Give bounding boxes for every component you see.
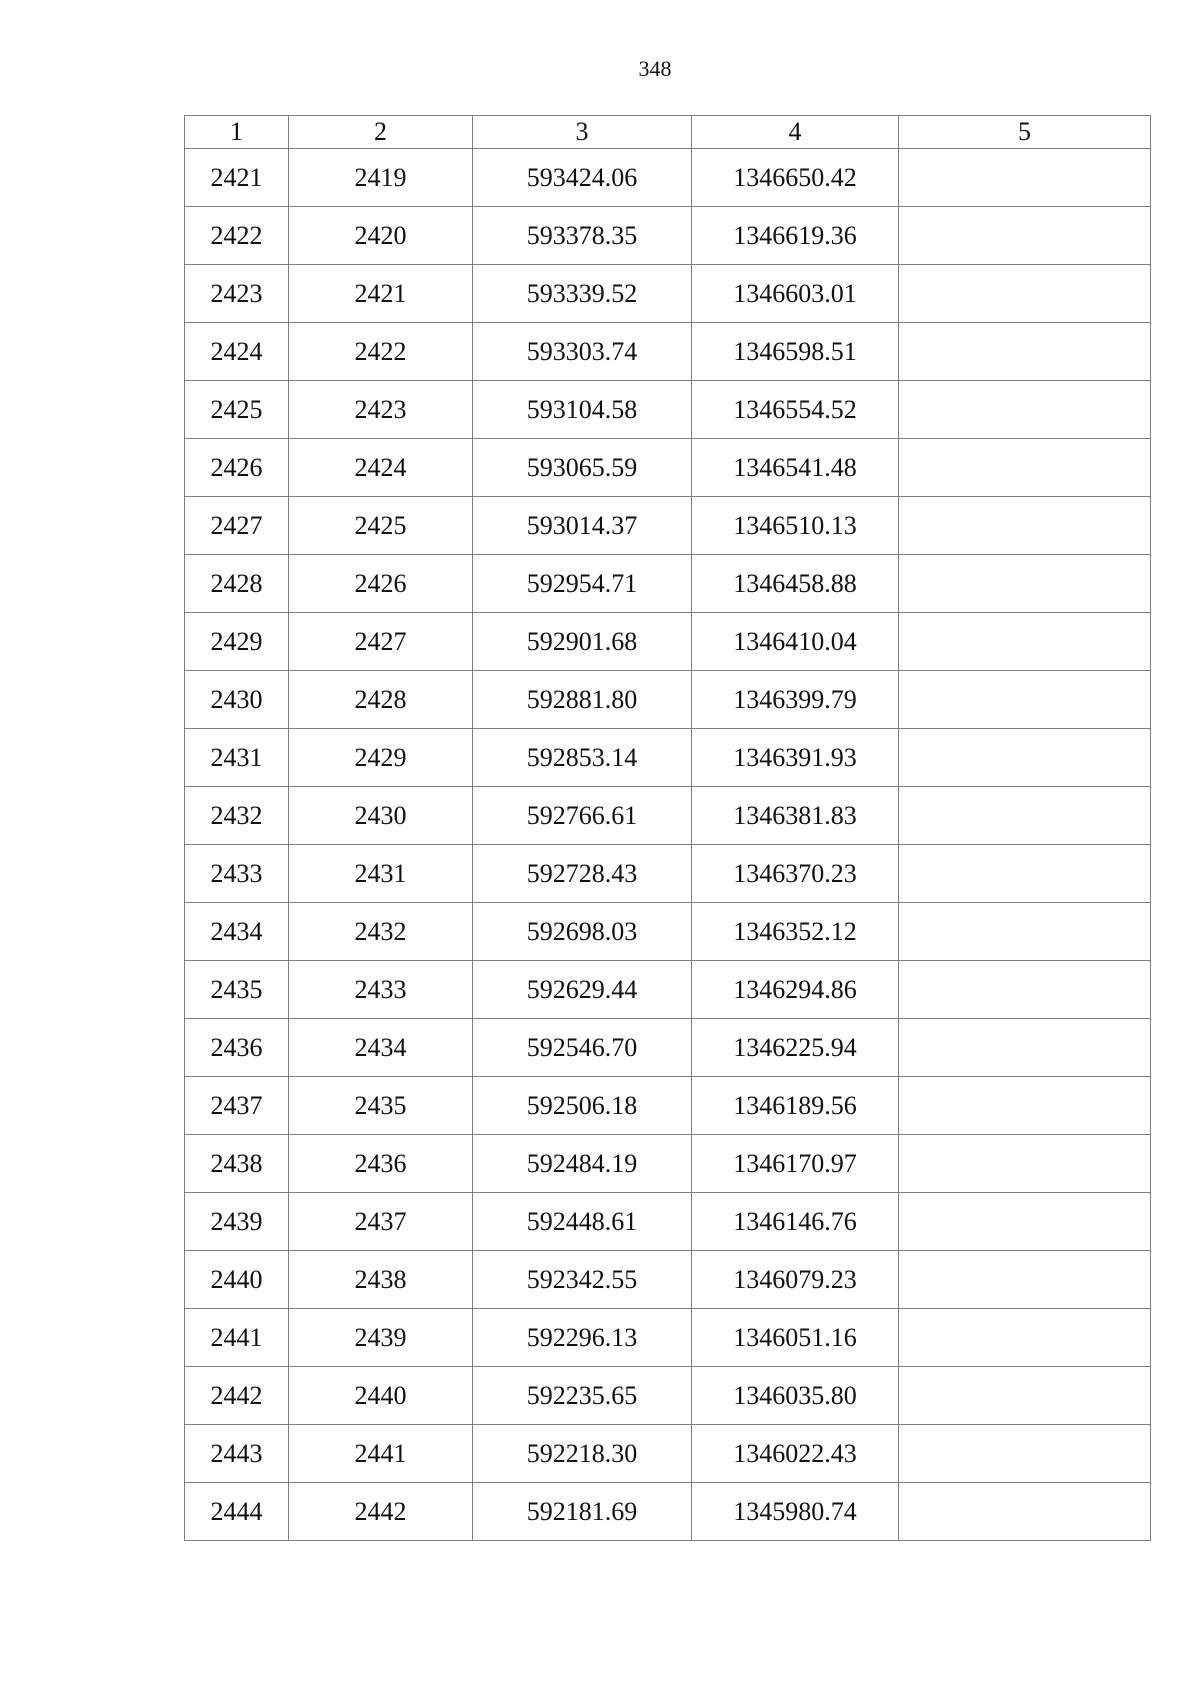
table-row [185,265,1151,323]
column-header: 5 [899,116,1151,149]
coordinates-table [184,115,1151,1541]
table-cell: 2436 [185,1019,289,1077]
table-cell: 1346189.56 [692,1077,899,1135]
table-row [185,1309,1151,1367]
table-cell: 592728.43 [473,845,692,903]
table-cell: 2443 [185,1425,289,1483]
table-cell: 592546.70 [473,1019,692,1077]
table-cell: 593378.35 [473,207,692,265]
table-row [185,1425,1151,1483]
table-cell [899,729,1151,787]
table-cell: 1346381.83 [692,787,899,845]
table-cell: 1346399.79 [692,671,899,729]
table-cell [899,613,1151,671]
table-cell [899,1019,1151,1077]
table-cell: 1346294.86 [692,961,899,1019]
table-cell: 2428 [289,671,473,729]
table-cell: 2431 [289,845,473,903]
table-cell: 2421 [185,149,289,207]
table-cell [899,845,1151,903]
table-cell: 2444 [185,1483,289,1541]
table-cell: 1345980.74 [692,1483,899,1541]
table-cell [899,1077,1151,1135]
table-row [185,149,1151,207]
table-cell: 2422 [289,323,473,381]
table-cell [899,1251,1151,1309]
table-cell [899,1425,1151,1483]
table-cell: 2438 [185,1135,289,1193]
table-row [185,671,1151,729]
table-body [185,149,1151,1541]
table-cell [899,787,1151,845]
table-cell: 1346554.52 [692,381,899,439]
table-cell: 592296.13 [473,1309,692,1367]
table-cell [899,265,1151,323]
table-row [185,1367,1151,1425]
table-cell: 2424 [289,439,473,497]
table-cell: 2439 [289,1309,473,1367]
table-cell: 1346146.76 [692,1193,899,1251]
table-cell: 2425 [185,381,289,439]
table-cell: 1346598.51 [692,323,899,381]
table-cell [899,497,1151,555]
table-cell: 2440 [185,1251,289,1309]
table-cell: 592766.61 [473,787,692,845]
table-cell: 593104.58 [473,381,692,439]
table-cell: 2427 [185,497,289,555]
table-row [185,1019,1151,1077]
table-cell [899,1309,1151,1367]
table-row [185,613,1151,671]
table-cell [899,439,1151,497]
table-cell: 1346410.04 [692,613,899,671]
table-row [185,787,1151,845]
table-cell: 592881.80 [473,671,692,729]
column-header: 3 [473,116,692,149]
table-cell: 2429 [289,729,473,787]
table-cell: 592181.69 [473,1483,692,1541]
table-row [185,381,1151,439]
table-cell: 2434 [185,903,289,961]
table-cell: 2436 [289,1135,473,1193]
column-header: 2 [289,116,473,149]
table-row [185,207,1151,265]
table-cell [899,671,1151,729]
table-row [185,555,1151,613]
table-cell: 1346035.80 [692,1367,899,1425]
table-cell: 2426 [289,555,473,613]
table-cell [899,1483,1151,1541]
table-row [185,1193,1151,1251]
table-cell: 2429 [185,613,289,671]
table-cell: 2424 [185,323,289,381]
table-cell: 1346225.94 [692,1019,899,1077]
table-cell [899,323,1151,381]
table-cell: 592448.61 [473,1193,692,1251]
table-cell: 592484.19 [473,1135,692,1193]
table-cell [899,207,1151,265]
table-cell: 1346541.48 [692,439,899,497]
table-row [185,845,1151,903]
table-cell: 2442 [289,1483,473,1541]
table-cell: 2434 [289,1019,473,1077]
table-cell: 592954.71 [473,555,692,613]
table-cell: 2421 [289,265,473,323]
table-cell: 2431 [185,729,289,787]
table-cell: 2433 [289,961,473,1019]
table-cell: 2430 [185,671,289,729]
table-cell: 592629.44 [473,961,692,1019]
table-row [185,1483,1151,1541]
table-row [185,903,1151,961]
table-cell: 2426 [185,439,289,497]
table-cell: 2427 [289,613,473,671]
table-cell: 592342.55 [473,1251,692,1309]
table-cell: 2439 [185,1193,289,1251]
table-cell: 2438 [289,1251,473,1309]
table-cell: 2425 [289,497,473,555]
table-cell: 1346458.88 [692,555,899,613]
table-cell: 1346079.23 [692,1251,899,1309]
table-cell: 592698.03 [473,903,692,961]
table-cell: 2433 [185,845,289,903]
table-cell: 2442 [185,1367,289,1425]
table-cell [899,381,1151,439]
table-cell [899,555,1151,613]
table-cell: 593339.52 [473,265,692,323]
table-cell: 2423 [289,381,473,439]
table-cell: 2432 [185,787,289,845]
table-row [185,1135,1151,1193]
table-cell: 593065.59 [473,439,692,497]
table-cell: 592853.14 [473,729,692,787]
table-cell [899,149,1151,207]
table-cell: 2437 [185,1077,289,1135]
table-row [185,1251,1151,1309]
table-row [185,439,1151,497]
table-row [185,729,1151,787]
table-cell: 592506.18 [473,1077,692,1135]
column-header: 4 [692,116,899,149]
table-cell: 592218.30 [473,1425,692,1483]
table-cell: 1346022.43 [692,1425,899,1483]
table-cell: 1346510.13 [692,497,899,555]
table-cell: 2419 [289,149,473,207]
table-cell: 2440 [289,1367,473,1425]
table-cell [899,1193,1151,1251]
table-cell: 2435 [289,1077,473,1135]
table-cell: 1346391.93 [692,729,899,787]
table-cell [899,1367,1151,1425]
table-cell: 2428 [185,555,289,613]
table-cell: 2420 [289,207,473,265]
table-cell [899,961,1151,1019]
table-cell: 1346603.01 [692,265,899,323]
table-cell [899,1135,1151,1193]
table-row [185,323,1151,381]
table-cell: 593303.74 [473,323,692,381]
table-cell: 1346051.16 [692,1309,899,1367]
table-cell: 593424.06 [473,149,692,207]
table-cell: 593014.37 [473,497,692,555]
table-cell: 2423 [185,265,289,323]
table-row [185,497,1151,555]
table-cell: 2430 [289,787,473,845]
table-cell: 1346170.97 [692,1135,899,1193]
table-row [185,961,1151,1019]
header-row [185,116,1151,149]
page-number: 348 [638,56,672,81]
table-cell: 2437 [289,1193,473,1251]
table-cell: 1346650.42 [692,149,899,207]
table-cell: 2435 [185,961,289,1019]
column-header: 1 [185,116,289,149]
table-cell: 2441 [289,1425,473,1483]
table-cell: 592235.65 [473,1367,692,1425]
table-row [185,1077,1151,1135]
table-cell: 2422 [185,207,289,265]
table-cell: 1346370.23 [692,845,899,903]
table-cell [899,903,1151,961]
table-cell: 1346352.12 [692,903,899,961]
table-cell: 1346619.36 [692,207,899,265]
table-cell: 592901.68 [473,613,692,671]
table-cell: 2432 [289,903,473,961]
table-cell: 2441 [185,1309,289,1367]
